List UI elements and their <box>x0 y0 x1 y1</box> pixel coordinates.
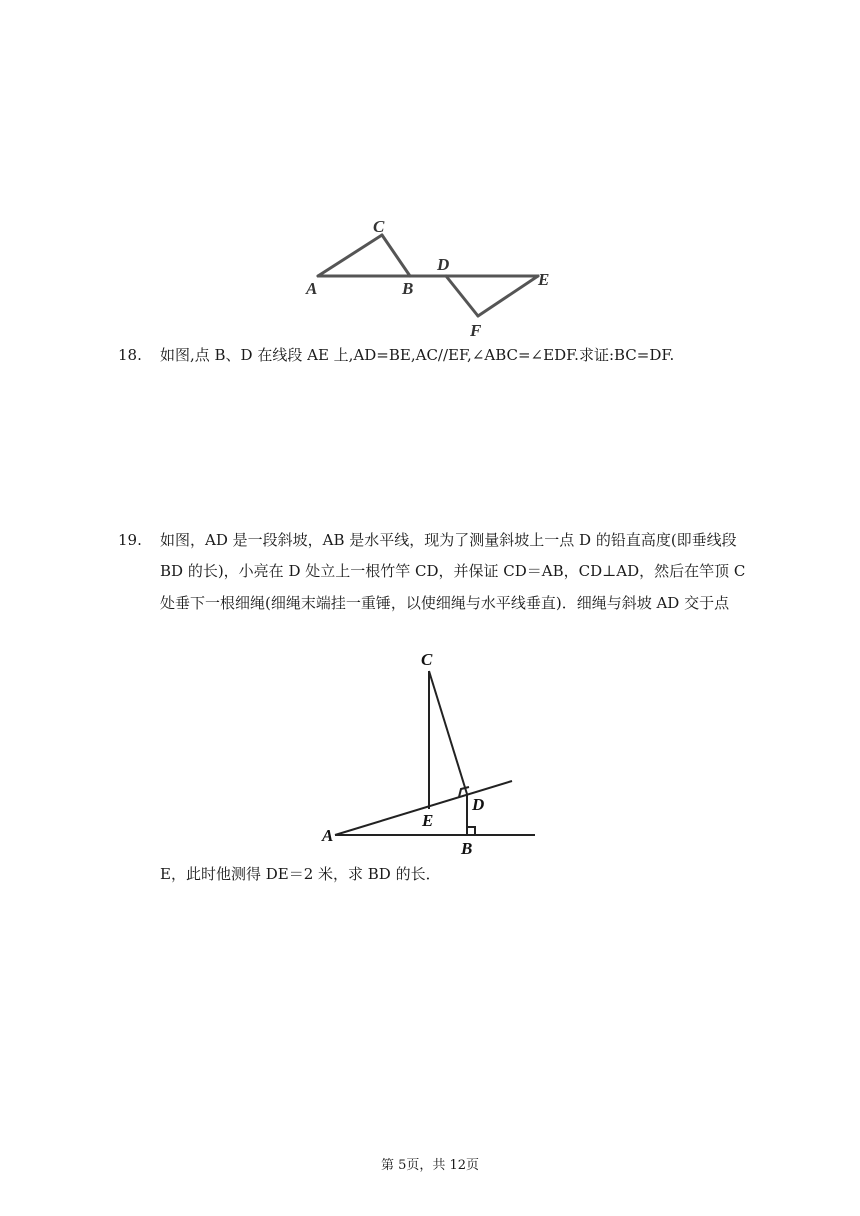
segment-cb <box>382 235 410 276</box>
label-c: C <box>373 217 385 236</box>
q19-line-3: 处垂下一根细绳(细绳末端挂一重锤，以使细绳与水平线垂直)．细绳与斜坡 AD 交于点 <box>160 594 730 612</box>
right-angle-b <box>467 827 475 835</box>
label-c: C <box>421 650 433 669</box>
segment-ac <box>318 235 382 276</box>
pole-cd <box>429 671 467 794</box>
q19-number: 19. <box>118 531 142 549</box>
q18-number: 18. <box>118 346 142 364</box>
label-e: E <box>538 270 550 289</box>
q18-text: 如图,点 B、D 在线段 AE 上,AD=BE,AC//EF,∠ABC=∠EDF.求证:BC=DF. <box>160 346 675 364</box>
label-d: D <box>472 795 485 814</box>
q19-line-1: 如图，AD 是一段斜坡，AB 是水平线，现为了测量斜坡上一点 D 的铅直高度(即垂线段 <box>160 531 737 549</box>
q19-line-2: BD 的长)，小亮在 D 处立上一根竹竿 CD，并保证 CD＝AB，CD⊥AD，然后在竿顶 C <box>160 562 746 580</box>
q18-figure <box>300 210 570 345</box>
label-e: E <box>422 811 434 830</box>
segment-df <box>446 276 478 316</box>
segment-fe <box>478 276 538 316</box>
q19-figure <box>315 645 550 860</box>
label-f: F <box>470 321 482 340</box>
label-a: A <box>306 279 318 298</box>
page-footer: 第 5页，共 12页 <box>380 1158 480 1173</box>
label-a: A <box>322 826 334 845</box>
label-b: B <box>461 839 473 858</box>
label-b: B <box>402 279 414 298</box>
label-d: D <box>437 255 450 274</box>
q19-line-4: E，此时他测得 DE＝2 米，求 BD 的长． <box>160 865 441 883</box>
